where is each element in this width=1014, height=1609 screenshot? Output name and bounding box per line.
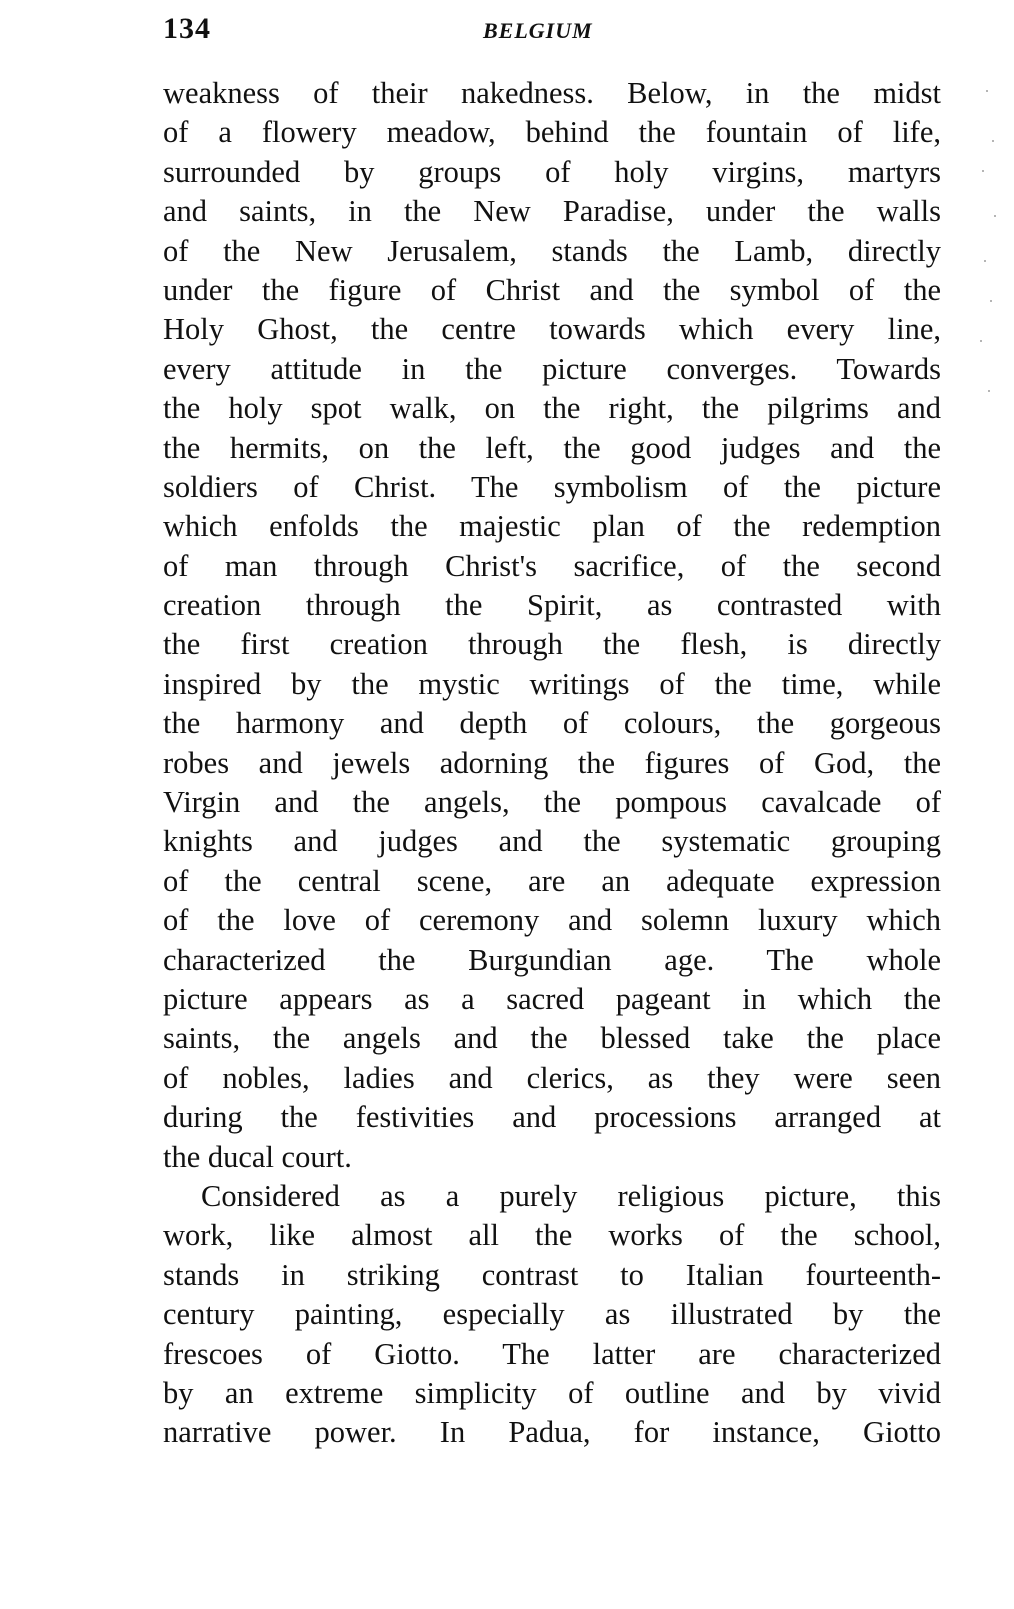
text-line: Holy Ghost, the centre towards which every line, [163, 312, 941, 347]
text-line: work, like almost all the works of the school, [163, 1218, 941, 1253]
text-line: robes and jewels adorning the figures of God, the [163, 745, 941, 780]
text-line: weakness of their nakedness. Below, in the midst [163, 76, 941, 110]
text-line: narrative power. In Padua, for instance, Giotto [163, 1415, 941, 1450]
text-line: characterized the Burgundian age. The whole [163, 942, 941, 977]
page-number: 134 [163, 12, 211, 45]
text-line: of the love of ceremony and solemn luxury which [163, 903, 941, 938]
text-line: the harmony and depth of colours, the gorgeous [163, 706, 941, 741]
text-line: by an extreme simplicity of outline and by vivid [163, 1375, 941, 1410]
text-line: inspired by the mystic writings of the time, while [163, 666, 941, 701]
text-line: during the festivities and processions arranged at [163, 1100, 941, 1135]
text-line: which enfolds the majestic plan of the redemption [163, 509, 941, 544]
body-text [163, 74, 941, 1453]
text-line: of the central scene, are an adequate expression [163, 863, 941, 898]
text-line: the hermits, on the left, the good judges and the [163, 430, 941, 465]
text-line: knights and judges and the systematic grouping [163, 824, 941, 859]
text-line: the holy spot walk, on the right, the pilgrims and [163, 391, 941, 426]
text-line: the ducal court. [163, 1139, 352, 1174]
text-line: picture appears as a sacred pageant in which the [163, 981, 941, 1016]
text-line: creation through the Spirit, as contrasted with [163, 588, 941, 623]
text-line: soldiers of Christ. The symbolism of the picture [163, 469, 941, 504]
text-line: of man through Christ's sacrifice, of the second [163, 548, 941, 583]
text-line: every attitude in the picture converges. Towards [163, 351, 941, 386]
scan-margin-specks [974, 0, 1004, 600]
text-line: of nobles, ladies and clerics, as they were seen [163, 1060, 941, 1095]
text-line: Considered as a purely religious picture, this [201, 1178, 941, 1213]
text-line: frescoes of Giotto. The latter are characterized [163, 1336, 941, 1371]
text-line: surrounded by groups of holy virgins, martyrs [163, 154, 941, 189]
text-line: Virgin and the angels, the pompous cavalcade of [163, 785, 941, 820]
text-line: under the figure of Christ and the symbol of the [163, 272, 941, 307]
text-line: the first creation through the flesh, is directly [163, 627, 941, 662]
text-line: of the New Jerusalem, stands the Lamb, directly [163, 233, 941, 268]
text-line: saints, the angels and the blessed take the place [163, 1021, 941, 1056]
running-head: BELGIUM [483, 18, 593, 43]
page-header [163, 12, 943, 60]
text-line: of a flowery meadow, behind the fountain of life, [163, 115, 941, 150]
text-line: and saints, in the New Paradise, under the walls [163, 194, 941, 229]
text-line: stands in striking contrast to Italian fourteenth- [163, 1257, 941, 1292]
text-line: century painting, especially as illustrated by the [163, 1297, 941, 1332]
